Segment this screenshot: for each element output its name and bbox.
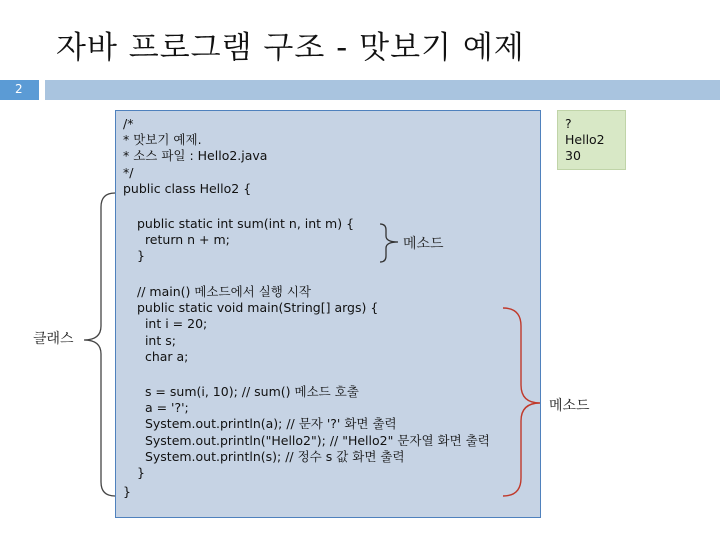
code-line: System.out.println(a); // 문자 '?' 화면 출력 — [137, 416, 397, 432]
class-brace — [84, 193, 115, 496]
code-line: char a; — [137, 348, 189, 364]
code-line: public static void main(String[] args) { — [137, 300, 379, 316]
code-line: public class Hello2 { — [123, 180, 252, 196]
class-label: 클래스 — [33, 331, 74, 347]
sum-method-label: 메소드 — [403, 236, 444, 252]
code-line: int i = 20; — [137, 316, 208, 332]
code-line: * 맛보기 예제. — [123, 132, 202, 148]
code-line: /* — [123, 116, 134, 131]
code-line: } — [137, 465, 145, 481]
code-line: } — [123, 484, 131, 499]
code-line: */ — [123, 164, 134, 180]
code-line: } — [137, 248, 145, 264]
code-line: System.out.println("Hello2"); // "Hello2" 문자열 화면 출력 — [137, 432, 490, 448]
code-line: return n + m; — [137, 232, 230, 248]
code-line: * 소스 파일 : Hello2.java — [123, 148, 268, 164]
output-line-2: Hello2 — [565, 132, 605, 147]
code-line: System.out.println(s); // 정수 s 값 화면 출력 — [137, 448, 405, 464]
code-line: s = sum(i, 10); // sum() 메소드 호출 — [137, 384, 359, 399]
slide-title: 자바 프로그램 구조 - 맛보기 예제 — [56, 30, 525, 66]
code-line: a = '?'; — [137, 400, 189, 416]
sum-method-brace — [380, 224, 398, 262]
slide-number: 2 — [15, 82, 23, 96]
output-line-3: 30 — [565, 148, 581, 163]
code-line: // main() 메소드에서 실행 시작 — [137, 284, 311, 299]
main-method-label: 메소드 — [549, 398, 590, 414]
output-line-1: ? — [565, 116, 572, 131]
code-line: int s; — [137, 332, 176, 348]
code-line: public static int sum(int n, int m) { — [137, 216, 355, 231]
main-method-brace — [503, 308, 540, 496]
